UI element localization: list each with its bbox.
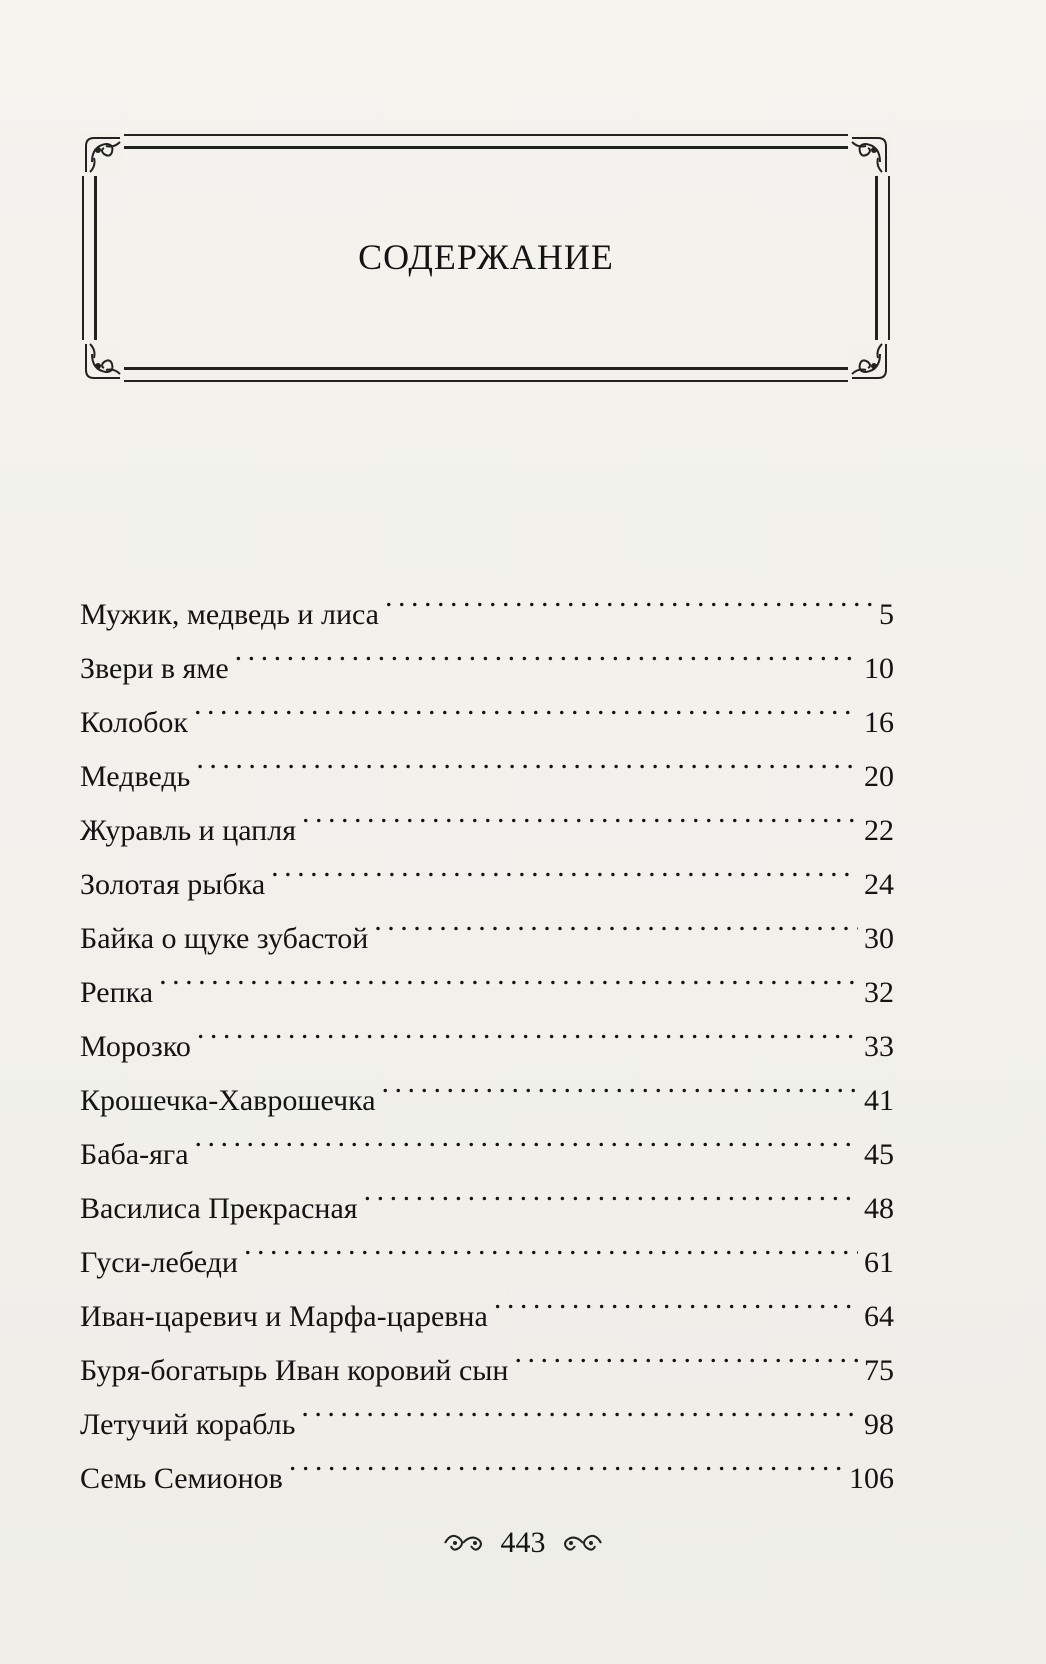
- toc-dot-leader: [197, 1002, 858, 1056]
- page-title: СОДЕРЖАНИЕ: [358, 237, 614, 277]
- toc-dot-leader: [196, 732, 858, 786]
- page-footer: [0, 1524, 1046, 1560]
- toc-entry-title: Колобок: [80, 706, 188, 739]
- toc-entry-title: Иван-царевич и Марфа-царевна: [80, 1300, 488, 1333]
- toc-entry-title: Семь Семионов: [80, 1462, 283, 1495]
- flourish-ornament-icon: [441, 1528, 485, 1558]
- toc-entry: [80, 1110, 894, 1171]
- toc-dot-leader: [195, 1110, 858, 1164]
- toc-entry-title: Морозко: [80, 1030, 191, 1063]
- toc-entry-page: 45: [864, 1138, 894, 1171]
- toc-entry: [80, 786, 894, 847]
- toc-entry-page: 33: [864, 1030, 894, 1063]
- page-number: 443: [500, 1526, 546, 1560]
- toc-entry-title: Золотая рыбка: [80, 868, 266, 901]
- corner-flourish-icon: [848, 340, 892, 384]
- toc-entry-title: Байка о щуке зубастой: [80, 922, 369, 955]
- toc-dot-leader: [514, 1326, 858, 1380]
- toc-entry: [80, 1056, 894, 1117]
- toc-entry-title: Медведь: [80, 760, 191, 793]
- toc-entry-page: 30: [864, 922, 894, 955]
- toc-entry-title: Василиса Прекрасная: [80, 1192, 358, 1225]
- toc-entry-title: Звери в яме: [80, 652, 229, 685]
- toc-entry-title: Крошечка-Хаврошечка: [80, 1084, 376, 1117]
- table-of-contents: [80, 570, 894, 1495]
- toc-entry-title: Летучий корабль: [80, 1408, 296, 1441]
- toc-entry: [80, 948, 894, 1009]
- toc-entry-title: Буря-богатырь Иван коровий сын: [80, 1354, 509, 1387]
- toc-entry-page: 75: [864, 1354, 894, 1387]
- toc-entry: [80, 678, 894, 739]
- toc-entry-page: 22: [864, 814, 894, 847]
- toc-dot-leader: [159, 948, 858, 1002]
- toc-dot-leader: [244, 1218, 858, 1272]
- toc-dot-leader: [271, 840, 858, 894]
- toc-entry: [80, 732, 894, 793]
- toc-entry-title: Репка: [80, 976, 154, 1009]
- toc-entry-title: Гуси-лебеди: [80, 1246, 238, 1279]
- toc-entry-title: Мужик, медведь и лиса: [80, 598, 379, 631]
- toc-dot-leader: [302, 786, 858, 840]
- toc-dot-leader: [382, 1056, 858, 1110]
- toc-entry-title: Журавль и цапля: [80, 814, 297, 847]
- toc-entry-page: 98: [864, 1408, 894, 1441]
- toc-dot-leader: [235, 624, 858, 678]
- toc-entry-page: 41: [864, 1084, 894, 1117]
- corner-flourish-icon: [80, 340, 124, 384]
- toc-entry-page: 5: [879, 598, 894, 631]
- toc-entry-page: 64: [864, 1300, 894, 1333]
- toc-entry-page: 106: [849, 1462, 894, 1495]
- toc-entry-title: Баба-яга: [80, 1138, 189, 1171]
- toc-entry-page: 10: [864, 652, 894, 685]
- toc-entry-page: 20: [864, 760, 894, 793]
- toc-entry-page: 61: [864, 1246, 894, 1279]
- toc-entry-page: 48: [864, 1192, 894, 1225]
- toc-dot-leader: [494, 1272, 858, 1326]
- toc-dot-leader: [385, 570, 873, 624]
- toc-entry-page: 24: [864, 868, 894, 901]
- toc-dot-leader: [289, 1434, 843, 1488]
- toc-entry: [80, 1002, 894, 1063]
- toc-dot-leader: [301, 1380, 858, 1434]
- toc-dot-leader: [194, 678, 858, 732]
- corner-flourish-icon: [80, 132, 124, 176]
- toc-entry-page: 16: [864, 706, 894, 739]
- corner-flourish-icon: [848, 132, 892, 176]
- toc-dot-leader: [374, 894, 858, 948]
- toc-entry: [80, 570, 894, 631]
- toc-dot-leader: [364, 1164, 858, 1218]
- toc-entry: [80, 1164, 894, 1225]
- title-frame: [82, 134, 890, 382]
- toc-entry-page: 32: [864, 976, 894, 1009]
- flourish-ornament-icon: [561, 1528, 605, 1558]
